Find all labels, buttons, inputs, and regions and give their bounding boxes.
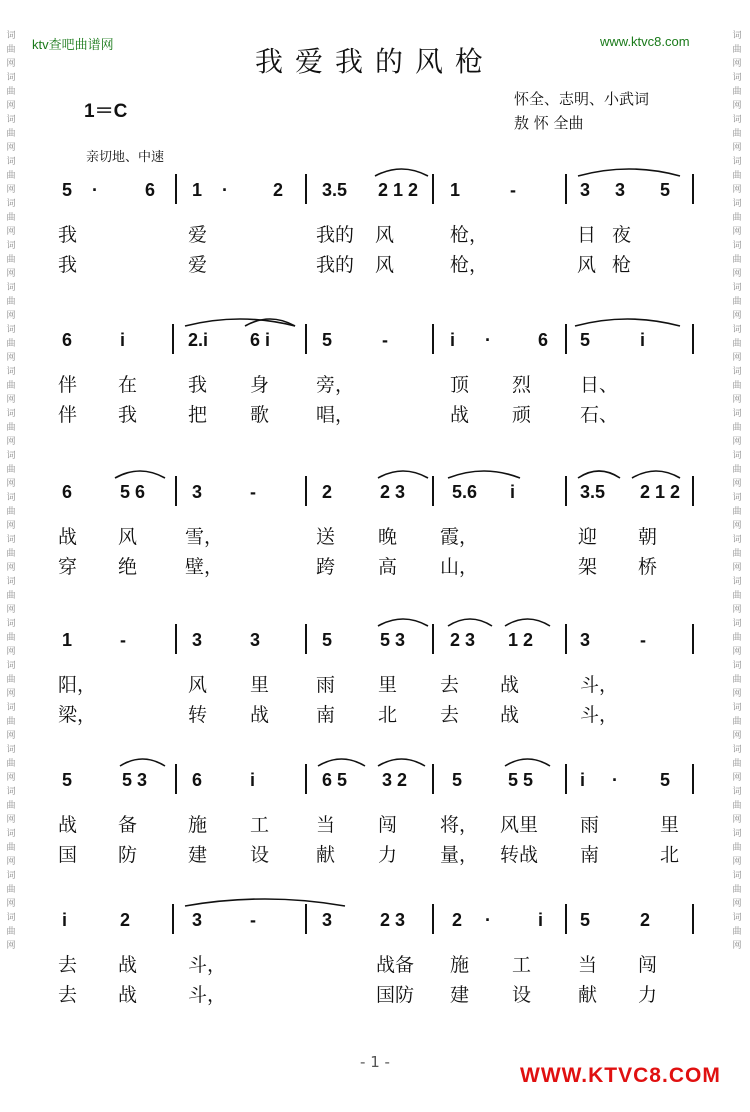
lyric-verse-1: 战 [500, 674, 520, 696]
lyric-verse-2: 把 [188, 404, 208, 426]
note: 6 [62, 482, 73, 502]
note: 5 [322, 330, 333, 350]
lyric-verse-2: 防 [118, 844, 138, 866]
lyric-verse-1: 里 [660, 814, 680, 836]
lyric-verse-1: 雪， [185, 526, 224, 548]
lyric-verse-2: 去 [440, 704, 460, 726]
lyric-verse-2: 北 [660, 844, 680, 866]
note: - [250, 910, 256, 930]
lyric-verse-2: 我的 [316, 254, 355, 276]
lyric-verse-1: 伴 [58, 374, 78, 396]
site-label-left[interactable]: ktv查吧曲谱网 [32, 37, 114, 52]
note: i [450, 330, 456, 350]
lyric-verse-1: 顶 [450, 374, 470, 396]
lyric-verse-1: 我 [58, 224, 78, 246]
note: 2 3 [380, 910, 406, 930]
lyric-verse-2: 南 [580, 844, 600, 866]
lyric-verse-1: 风里 [500, 814, 539, 836]
lyric-verse-2: 战 [450, 404, 470, 426]
note: 1 [450, 180, 461, 200]
note: - [120, 630, 126, 650]
note: - [250, 482, 256, 502]
lyric-verse-2: 石、 [580, 404, 619, 426]
lyric-verse-2: 国防 [376, 984, 415, 1006]
lyric-verse-1: 备 [118, 814, 138, 836]
lyric-verse-2: 斗， [580, 704, 619, 726]
lyric-verse-1: 我的 [316, 224, 355, 246]
note: i [580, 770, 586, 790]
note: 2 3 [450, 630, 476, 650]
lyric-verse-2: 跨 [316, 556, 336, 578]
lyric-verse-1: 朝 [638, 526, 658, 548]
lyric-verse-2: 去 [58, 984, 78, 1006]
note: 1 [192, 180, 203, 200]
lyric-verse-1: 霞， [440, 526, 479, 548]
slur-arc [318, 759, 365, 766]
lyric-verse-1: 旁， [316, 374, 355, 396]
lyric-verse-2: 我 [58, 254, 78, 276]
lyric-verse-2: 唱， [316, 404, 355, 426]
lyric-verse-2: 力 [378, 844, 398, 866]
lyric-verse-1: 当 [316, 814, 336, 836]
lyric-verse-1: 风 [375, 224, 395, 246]
lyric-verse-2: 战 [118, 984, 138, 1006]
lyric-verse-1: 战备 [376, 954, 415, 976]
note: 3 [580, 630, 591, 650]
note: 5 [580, 330, 591, 350]
lyric-verse-2: 国 [58, 844, 78, 866]
lyric-verse-1: 日、 [580, 374, 619, 396]
lyric-verse-1: 在 [118, 374, 138, 396]
note: 5 [322, 630, 333, 650]
note: 3 [615, 180, 626, 200]
lyric-verse-1: 战 [58, 814, 78, 836]
lyric-verse-1: 去 [440, 674, 460, 696]
note: 2 [452, 910, 463, 930]
lyric-verse-2: 斗， [188, 984, 227, 1006]
slur-arc [632, 471, 680, 478]
note: 2 [120, 910, 131, 930]
note: 6 [62, 330, 73, 350]
lyric-verse-1: 我 [188, 374, 208, 396]
note: - [382, 330, 388, 350]
song-title: 我爱我的风枪 [254, 45, 495, 78]
lyric-verse-2: 转 [188, 704, 208, 726]
note: 2 [322, 482, 333, 502]
note: 5.6 [452, 482, 478, 502]
lyric-verse-1: 工 [250, 814, 270, 836]
lyric-verse-1: 烈 [512, 374, 532, 396]
note: 5 [660, 180, 671, 200]
key-signature: 1＝C [84, 101, 128, 122]
lyric-verse-2: 梁， [58, 704, 97, 726]
lyric-verse-2: 伴 [58, 404, 78, 426]
lyric-verse-2: 壁， [185, 556, 224, 578]
note: - [510, 180, 516, 200]
note: · [222, 180, 228, 200]
note: 2 [273, 180, 284, 200]
note: - [640, 630, 646, 650]
note: 3 [192, 482, 203, 502]
lyric-verse-1: 战 [58, 526, 78, 548]
note: 6 [192, 770, 203, 790]
note: 5 [580, 910, 591, 930]
lyric-verse-1: 斗， [580, 674, 619, 696]
slur-arc [578, 471, 620, 478]
note: 3 2 [382, 770, 408, 790]
note: · [92, 180, 98, 200]
lyric-verse-1: 夜 [612, 224, 632, 246]
lyric-verse-2: 枪 [612, 254, 632, 276]
lyric-verse-2: 顽 [512, 404, 532, 426]
lyric-verse-2: 我 [118, 404, 138, 426]
lyric-verse-1: 晚 [378, 526, 398, 548]
lyric-verse-1: 去 [58, 954, 78, 976]
note: 2.i [188, 330, 209, 350]
lyric-verse-2: 量， [440, 844, 479, 866]
lyric-verse-1: 闯 [638, 954, 658, 976]
tempo-marking: 亲切地、中速 [86, 150, 165, 165]
lyric-verse-2: 歌 [250, 404, 270, 426]
lyric-verse-1: 送 [316, 526, 336, 548]
slur-arc [375, 169, 428, 176]
lyric-verse-2: 风 [375, 254, 395, 276]
lyric-verse-2: 建 [188, 844, 208, 866]
lyric-verse-2: 力 [638, 984, 658, 1006]
note: 5 3 [122, 770, 148, 790]
note: 3.5 [322, 180, 348, 200]
note: 6 i [250, 330, 271, 350]
lyric-verse-1: 阳， [58, 674, 97, 696]
lyric-verse-2: 绝 [118, 556, 138, 578]
note: 3.5 [580, 482, 606, 502]
lyric-verse-1: 闯 [378, 814, 398, 836]
note: 3 [192, 910, 203, 930]
note: 5 [452, 770, 463, 790]
lyric-verse-1: 施 [450, 954, 470, 976]
note: · [485, 330, 491, 350]
note: i [120, 330, 126, 350]
lyric-verse-2: 设 [250, 844, 270, 866]
note: 5 5 [508, 770, 534, 790]
lyric-verse-2: 桥 [638, 556, 658, 578]
note: · [485, 910, 491, 930]
slur-arc [505, 759, 550, 766]
watermark-right: 词 曲 网 词 曲 网 词 曲 网 词 曲 网 词 曲 网 词 曲 网 词 曲 网 词 曲 网 词 曲 网 词 曲 网 词 曲 网 词 曲 网 词 曲 网 词 曲 网 词 曲 网 词 曲 网 词 曲 网 词 曲 网 词 曲 网 词 曲 网 词 曲 网 词 曲 网 [732, 31, 742, 951]
slur-arc [378, 471, 428, 478]
lyric-verse-1: 当 [578, 954, 598, 976]
lyric-verse-2: 献 [316, 844, 336, 866]
composer-credit: 敖 怀 全曲 [514, 114, 584, 132]
lyric-verse-1: 雨 [316, 674, 336, 696]
lyric-verse-1: 工 [512, 954, 532, 976]
note: 2 [640, 910, 651, 930]
lyricist-credit: 怀全、志明、小武词 [514, 90, 650, 108]
lyric-verse-1: 枪， [450, 224, 489, 246]
lyric-verse-2: 战 [250, 704, 270, 726]
note: 3 [322, 910, 333, 930]
note: 3 [580, 180, 591, 200]
slur-arc [578, 169, 680, 176]
footer-site-logo[interactable]: WWW.KTVC8.COM [520, 1064, 721, 1087]
note: 5 [62, 770, 73, 790]
lyric-verse-1: 施 [188, 814, 208, 836]
slur-arc [378, 759, 425, 766]
lyric-verse-1: 风 [118, 526, 138, 548]
note: 2 1 2 [378, 180, 419, 200]
note: 6 5 [322, 770, 348, 790]
note: 6 [145, 180, 156, 200]
lyric-verse-2: 枪， [450, 254, 489, 276]
lyric-verse-2: 高 [378, 556, 398, 578]
lyric-verse-2: 战 [500, 704, 520, 726]
lyric-verse-2: 建 [450, 984, 470, 1006]
note: 2 1 2 [640, 482, 681, 502]
note: · [612, 770, 618, 790]
slur-arc [505, 619, 550, 626]
slur-arc [185, 899, 345, 906]
lyric-verse-2: 设 [512, 984, 532, 1006]
watermark-left: 词 曲 网 词 曲 网 词 曲 网 词 曲 网 词 曲 网 词 曲 网 词 曲 网 词 曲 网 词 曲 网 词 曲 网 词 曲 网 词 曲 网 词 曲 网 词 曲 网 词 曲 网 词 曲 网 词 曲 网 词 曲 网 词 曲 网 词 曲 网 词 曲 网 词 曲 网 [6, 31, 16, 951]
note: i [538, 910, 544, 930]
lyric-verse-1: 爱 [188, 224, 208, 246]
note: 3 [250, 630, 261, 650]
lyric-verse-2: 风 [577, 254, 597, 276]
lyric-verse-1: 里 [378, 674, 398, 696]
note: 5 [62, 180, 73, 200]
note: 1 [62, 630, 73, 650]
note: i [62, 910, 68, 930]
lyric-verse-1: 斗， [188, 954, 227, 976]
lyric-verse-2: 转战 [500, 844, 539, 866]
slur-arc [448, 619, 492, 626]
page-number: - 1 - [360, 1053, 390, 1071]
lyric-verse-2: 北 [378, 704, 398, 726]
lyric-verse-1: 风 [188, 674, 208, 696]
slur-arc [448, 471, 520, 478]
note: 3 [192, 630, 203, 650]
note: i [640, 330, 646, 350]
note: 6 [538, 330, 549, 350]
lyric-verse-1: 迎 [578, 526, 598, 548]
lyric-verse-2: 架 [578, 556, 598, 578]
lyric-verse-1: 将， [440, 814, 479, 836]
slur-arc [378, 619, 428, 626]
note: 5 3 [380, 630, 406, 650]
lyric-verse-1: 战 [118, 954, 138, 976]
slur-arc [120, 759, 165, 766]
note: 5 [660, 770, 671, 790]
slur-arc [115, 471, 165, 478]
note: i [250, 770, 256, 790]
lyric-verse-2: 山， [440, 556, 479, 578]
lyric-verse-1: 日 [577, 224, 597, 246]
note: 5 6 [120, 482, 146, 502]
note: 1 2 [508, 630, 534, 650]
lyric-verse-2: 穿 [58, 556, 78, 578]
lyric-verse-2: 南 [316, 704, 336, 726]
note: 2 3 [380, 482, 406, 502]
lyric-verse-1: 雨 [580, 814, 600, 836]
lyric-verse-1: 身 [250, 374, 270, 396]
lyric-verse-2: 献 [578, 984, 598, 1006]
note: i [510, 482, 516, 502]
lyric-verse-1: 里 [250, 674, 270, 696]
slur-arc [575, 319, 680, 326]
lyric-verse-2: 爱 [188, 254, 208, 276]
site-label-right[interactable]: www.ktvc8.com [600, 34, 690, 49]
